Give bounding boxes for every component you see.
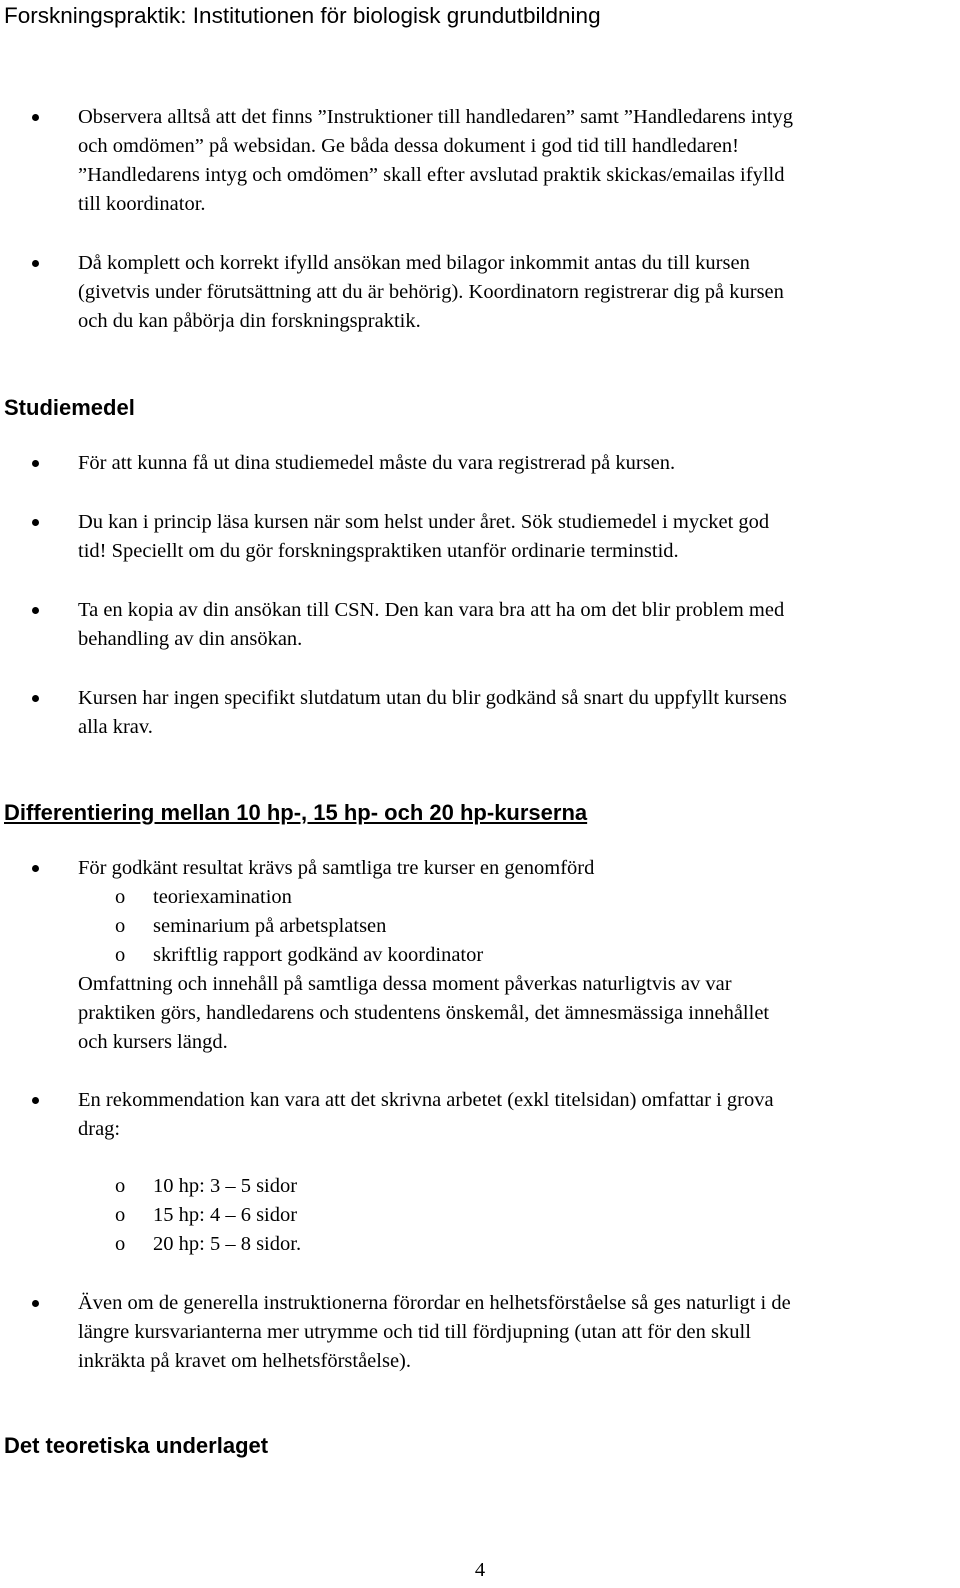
text-line: Då komplett och korrekt ifylld ansökan med bilagor inkommit antas du till kursen [78,252,750,274]
list-item-continuation [0,970,948,1057]
text-line: Ta en kopia av din ansökan till CSN. Den kan vara bra att ha om det blir problem med [78,599,785,621]
text-line: längre kursvarianterna mer utrymme och tid till fördjupning (utan att för den skull [78,1321,751,1343]
sub-list-item [78,1201,960,1230]
list-item [0,596,948,654]
text-line: För godkänt resultat krävs på samtliga tre kurser en genomförd [78,857,595,879]
text-line: till koordinator. [78,193,206,215]
sub-list-item [78,1172,960,1201]
bullet-icon [32,1300,39,1307]
sub-list-item [78,1230,960,1259]
section-heading-differentiering: Differentiering mellan 10 hp-, 15 hp- och 20 hp-kurserna [4,800,588,825]
text-line: Omfattning och innehåll på samtliga dessa moment påverkas naturligtvis av var [78,973,732,995]
list-item [0,103,948,219]
list-item [0,1289,948,1376]
intro-bullet-2 [0,249,960,336]
text-line: Även om de generella instruktionerna förordar en helhetsförståelse så ges naturligt i de [78,1292,791,1314]
sub-list-item [78,941,960,970]
text-line: tid! Speciellt om du gör forskningspraktiken utanför ordinarie terminstid. [78,540,679,562]
intro-bullet-1 [0,103,960,219]
bullet-icon [32,460,39,467]
bullet-icon [32,1097,39,1104]
bullet-icon [32,695,39,702]
text-line: och kursers längd. [78,1031,228,1053]
section-heading-studiemedel: Studiemedel [4,395,135,420]
text-line: alla krav. [78,716,153,738]
list-item [0,249,948,336]
text-line: och du kan påbörja din forskningspraktik. [78,310,421,332]
list-item [0,508,948,566]
studiemedel-bullet-4 [0,684,960,742]
circle-bullet-icon: o [115,1175,126,1197]
text-line: Observera alltså att det finns ”Instruktioner till handledaren” samt ”Handledarens intyg [78,106,793,128]
studiemedel-bullet-3 [0,596,960,654]
list-item [0,1086,948,1144]
text-line: Du kan i princip läsa kursen när som helst under året. Sök studiemedel i mycket god [78,511,770,533]
text-line: drag: [78,1118,121,1140]
bullet-icon [32,260,39,267]
text-line: behandling av din ansökan. [78,628,303,650]
text-line: En rekommendation kan vara att det skrivna arbetet (exkl titelsidan) omfattar i grova [78,1089,774,1111]
sub-item-text: 15 hp: 4 – 6 sidor [153,1204,298,1226]
circle-bullet-icon: o [115,944,126,966]
circle-bullet-icon: o [115,886,126,908]
text-line: ”Handledarens intyg och omdömen” skall efter avslutad praktik skickas/emailas ifylld [78,164,785,186]
text-line: För att kunna få ut dina studiemedel måste du vara registrerad på kursen. [78,452,676,474]
bullet-icon [32,519,39,526]
text-line: och omdömen” på websidan. Ge båda dessa dokument i god tid till handledaren! [78,135,739,157]
text-line: inkräkta på kravet om helhetsförståelse). [78,1350,411,1372]
bullet-icon [32,607,39,614]
sub-item-text: 20 hp: 5 – 8 sidor. [153,1233,302,1255]
sub-item-text: teoriexamination [153,886,292,908]
text-line: praktiken görs, handledarens och studentens önskemål, det ämnesmässiga innehållet [78,1002,770,1024]
list-item [0,449,948,478]
circle-bullet-icon: o [115,1204,126,1226]
list-item [0,854,948,883]
bullet-icon [32,865,39,872]
differentiering-bullet-3 [0,1289,960,1376]
circle-bullet-icon: o [115,1233,126,1255]
list-item [0,684,948,742]
differentiering-bullet-2 [0,1086,960,1144]
sub-list-item [78,883,960,912]
bullet-icon [32,114,39,121]
studiemedel-bullet-1 [0,449,960,478]
sub-list-item [78,912,960,941]
sub-item-text: 10 hp: 3 – 5 sidor [153,1175,298,1197]
text-line: (givetvis under förutsättning att du är behörig). Koordinatorn registrerar dig på kursen [78,281,784,303]
text-line: Kursen har ingen specifikt slutdatum utan du blir godkänd så snart du uppfyllt kursens [78,687,787,709]
differentiering-bullet-1 [0,854,960,1057]
page-number: 4 [474,1559,486,1581]
circle-bullet-icon: o [115,915,126,937]
studiemedel-bullet-2 [0,508,960,566]
differentiering-sub-list [0,1172,960,1259]
sub-item-text: seminarium på arbetsplatsen [153,915,387,937]
sub-item-text: skriftlig rapport godkänd av koordinator [153,944,484,966]
page-header: Forskningspraktik: Institutionen för biologisk grundutbildning [4,3,601,28]
section-heading-teoretiska: Det teoretiska underlaget [4,1433,269,1458]
